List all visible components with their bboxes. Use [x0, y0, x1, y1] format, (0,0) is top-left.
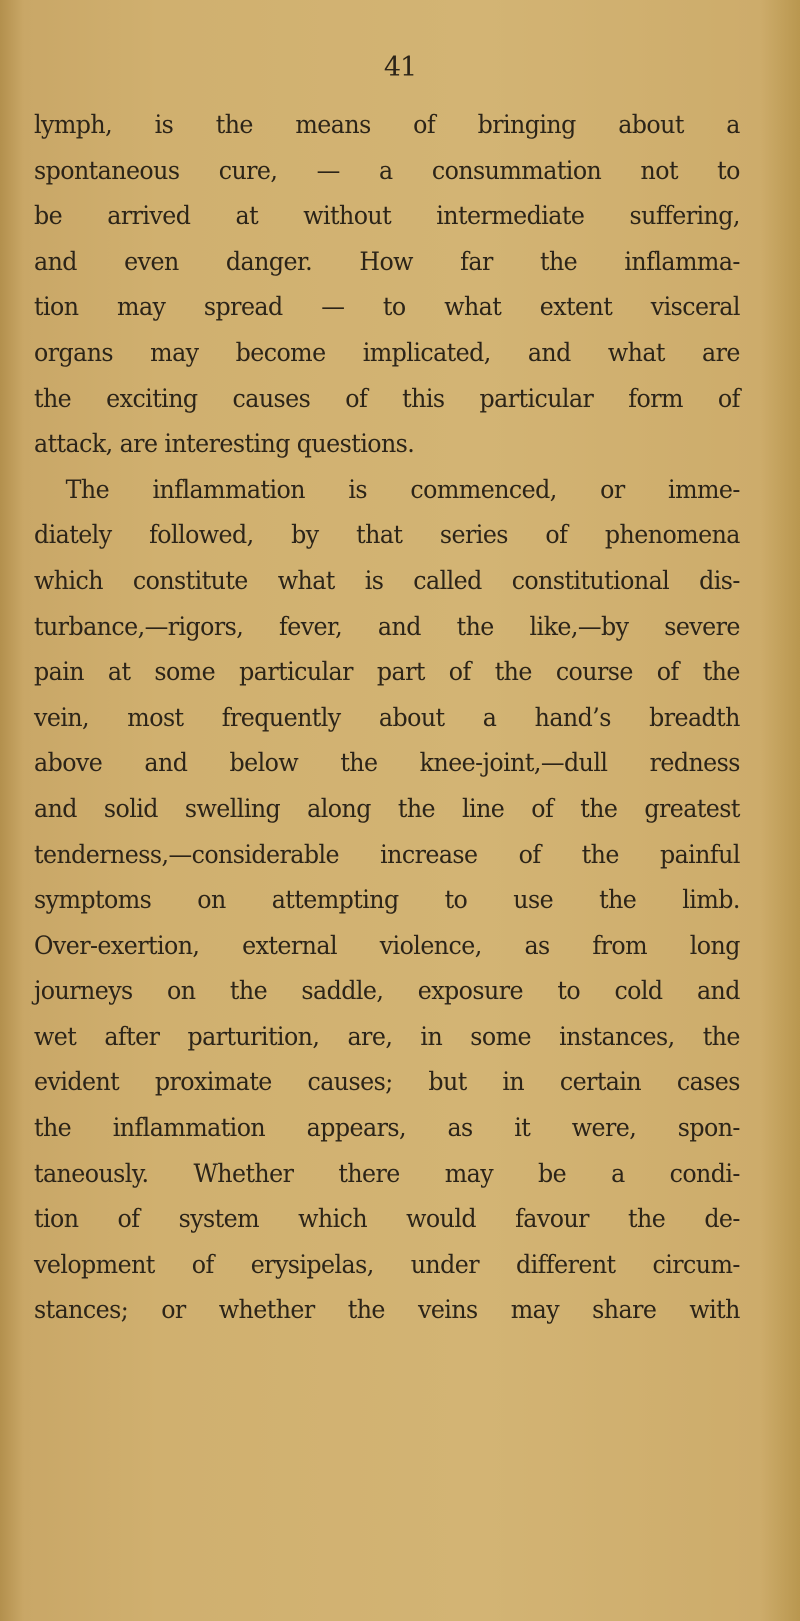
text-line: Over-exertion, external violence, as from long — [34, 930, 740, 961]
page-number: 41 — [383, 52, 417, 83]
text-line: tenderness,—considerable increase of the painful — [34, 839, 740, 870]
text-line: wet after parturition, are, in some instances, the — [34, 1021, 740, 1052]
text-line: pain at some particular part of the course of the — [34, 657, 740, 688]
text-line: spontaneous cure, — a consummation not to — [34, 155, 740, 186]
text-line: symptoms on attempting to use the limb. — [34, 885, 740, 916]
text-line: velopment of erysipelas, under different circum- — [34, 1249, 740, 1280]
text-line: organs may become implicated, and what are — [34, 337, 740, 368]
text-line: taneously. Whether there may be a condi- — [34, 1158, 740, 1189]
text-line: and solid swelling along the line of the greatest — [34, 793, 740, 824]
text-line: the inflammation appears, as it were, spon- — [34, 1113, 740, 1144]
text-line: which constitute what is called constitutional dis- — [34, 565, 740, 596]
text-line: tion of system which would favour the de- — [34, 1204, 740, 1235]
text-line: vein, most frequently about a hand’s breadth — [34, 702, 740, 733]
text-line: tion may spread — to what extent visceral — [34, 292, 740, 323]
text-line: the exciting causes of this particular form of — [34, 383, 740, 414]
body-text — [34, 103, 740, 1334]
text-line: diately followed, by that series of phenomena — [34, 520, 740, 551]
text-line: attack, are interesting questions. — [34, 429, 415, 460]
text-line: and even danger. How far the inflamma- — [34, 246, 740, 277]
text-line: turbance,—rigors, fever, and the like,—by severe — [34, 611, 740, 642]
text-line: journeys on the saddle, exposure to cold and — [34, 976, 740, 1007]
text-line: evident proximate causes; but in certain cases — [34, 1067, 740, 1098]
text-line: lymph, is the means of bringing about a — [34, 110, 740, 140]
paragraph-start-line: The inflammation is commenced, or imme- — [65, 474, 740, 505]
text-line: stances; or whether the veins may share with — [34, 1295, 740, 1326]
text-line: above and below the knee-joint,—dull redness — [34, 748, 740, 779]
text-line: be arrived at without intermediate suffering, — [34, 201, 740, 232]
